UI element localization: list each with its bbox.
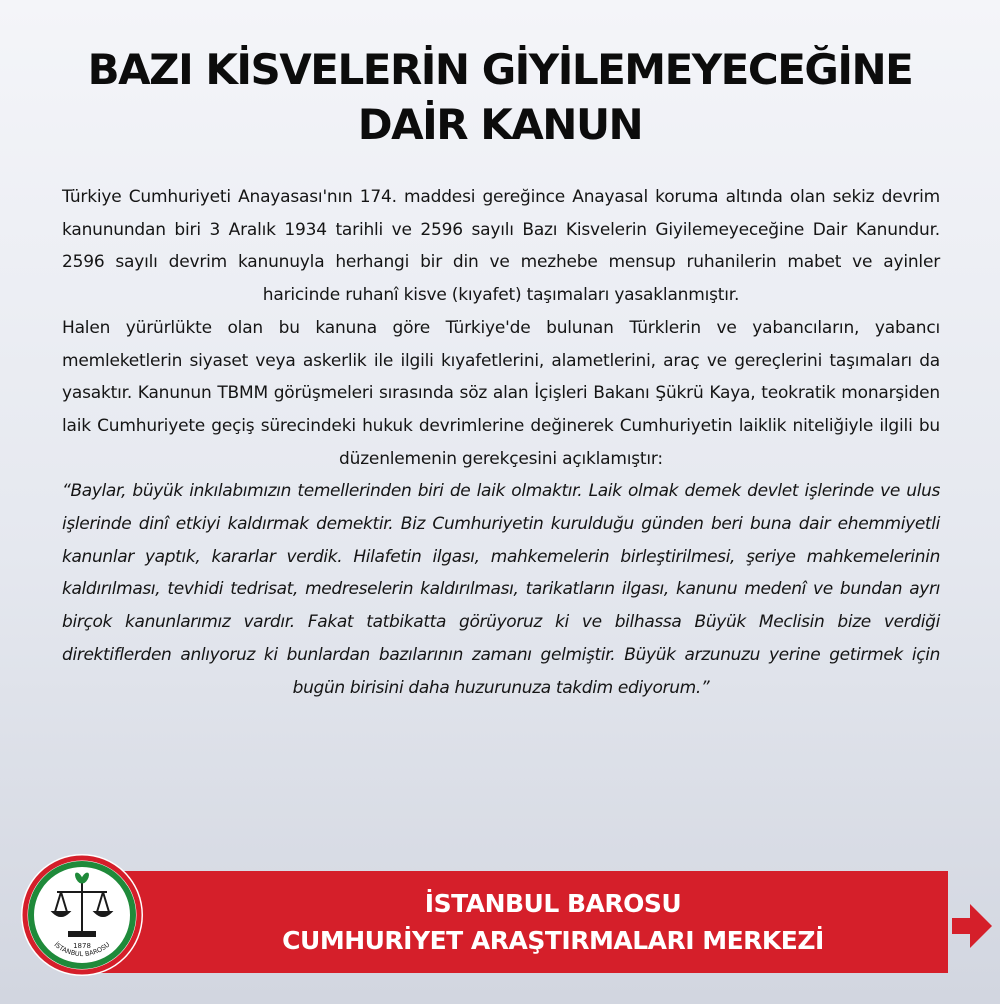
paragraph-intro: Türkiye Cumhuriyeti Anayasası'nın 174. maddesi gereğince Anayasal koruma altında olan sekiz devrim kanunundan biri 3 Aralık 1934 tarihli ve 2596 sayılı Bazı Kisvelerin Giyilemeyeceğine Dair Kanundur. 2596 sayılı devrim kanunuyla herhangi bir din ve mezhebe mensup ruhanilerin mabet ve ayinler haricinde ruhanî kisve (kıyafet) taşımaları yasaklanmıştır.: [62, 187, 940, 306]
footer-banner: [88, 871, 948, 973]
logo-year: 1878: [73, 942, 91, 950]
page-title: [20, 42, 980, 152]
article-body: [62, 181, 940, 704]
paragraph-context: Halen yürürlükte olan bu kanuna göre Türkiye'de bulunan Türklerin ve yabancıların, yabancı memleketlerin siyaset veya askerlik ile ilgili kıyafetlerini, alametlerini, araç ve gereçlerini taşımaları da yasaktır. Kanunun TBMM görüşmeleri sırasında söz alan İçişleri Bakanı Şükrü Kaya, teokratik monarşiden laik Cumhuriyete geçiş sürecindeki hukuk devrimlerine değinerek Cumhuriyetin laiklik niteliğiyle ilgili bu düzenlemenin gerekçesini açıklamıştır:: [62, 317, 940, 469]
title-line-2: DAİR KANUN: [357, 100, 643, 149]
istanbul-barosu-logo: [19, 852, 145, 978]
banner-line-1: İSTANBUL BAROSU: [424, 889, 682, 918]
title-line-1: BAZI KİSVELERİN GİYİLEMEYECEĞİNE: [87, 45, 913, 94]
arrow-right-icon[interactable]: [950, 898, 994, 954]
banner-text: [178, 885, 928, 959]
speech-quote: “Baylar, büyük inkılabımızın temellerinden biri de laik olmaktır. Laik olmak demek devlet işlerinde ve ulus işlerinde dinî etkiyi kaldırmak demektir. Biz Cumhuriyetin kurulduğu günden beri buna dair ehemmiyetli kanunlar yaptık, kararlar verdik. Hilafetin ilgası, mahkemelerin birleştirilmesi, şeriye mahkemelerinin kaldırılması, tevhidi tedrisat, medreselerin kaldırılması, tarikatların ilgası, kanunu medenî ve bundan ayrı birçok kanunlarımız vardır. Fakat tatbikatta görüyoruz ki ve bilhassa Büyük Meclisin bize verdiği direktiflerden anlıyoruz ki bunlardan bazılarının zamanı gelmiştir. Büyük arzunuzu yerine getirmek için bugün birisini daha huzurunuza takdim ediyorum.”: [62, 481, 940, 698]
banner-line-2: CUMHURİYET ARAŞTIRMALARI MERKEZİ: [282, 926, 824, 955]
logo-ring-text: İSTANBUL BAROSU: [52, 940, 112, 959]
